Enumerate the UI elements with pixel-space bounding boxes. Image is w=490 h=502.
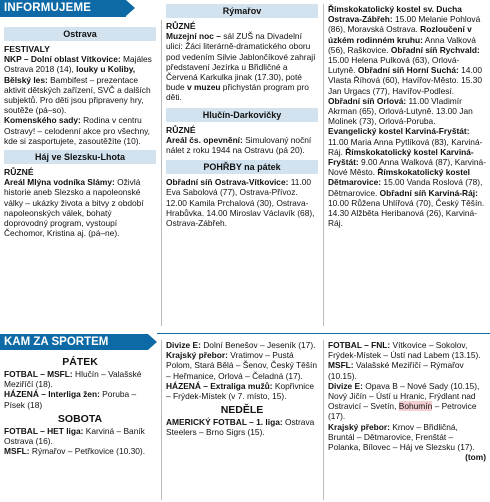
highlighted-bohumin: Bohumín (398, 401, 433, 412)
ostrava-heading: Ostrava (4, 27, 156, 41)
ruzne-label: RŮZNÉ (166, 21, 196, 31)
day-nedele: NEDĚLE (220, 404, 264, 417)
ruzne-label-2: RŮZNÉ (166, 124, 196, 135)
event-muzejni-noc: Muzejní noc – sál ZUŠ na Divadelní ulici: Žáci literárně-dramatického oboru pod vedením Silvie Jablončíkové zahrají představení Jezírka u Břidličné a Červená Karkulka jinak (17.30), poté bude v muzeu přichystán program pro děti. (166, 31, 316, 103)
sport-entry: Krajský přebor: Vratimov – Pustá Polom, Stará Bělá – Šenov, Český Těšín – Heřmanice, Orlová – Čeladná (17). (166, 350, 317, 381)
sport-entry: FOTBAL – MSFL: Hlučín – Valašské Meziříčí (18). (4, 369, 142, 390)
event-opevneni: Areál čs. opevnění: Simulovaný noční nálet z roku 1944 na Ostravu (pá 20). (166, 134, 312, 156)
event-mlyn: Areál Mlýna vodníka Slámy: Oživlá historie aneb Slezsko a napoleonské války – ukázky života a bitvy z období napoleonských válek, bohatý doprovodný program, vystoupí Čechomor, Kristina aj. (pá–ne). (4, 177, 144, 239)
sport-rule (157, 333, 490, 334)
kam-za-sportem-banner: KAM ZA SPORTEM (0, 334, 148, 350)
pohrby-heading: POHŘBY na pátek (166, 160, 318, 174)
sport-col-1 (4, 356, 156, 456)
hlucin-heading: Hlučín-Darkovičky (166, 108, 318, 122)
column-divider (161, 340, 162, 500)
sport-entry: AMERICKÝ FOTBAL – 1. liga: Ostrava Steelers – Brno Sigrs (15). (166, 417, 315, 438)
column-divider (161, 20, 162, 326)
column-divider (323, 4, 324, 326)
event-nkp: NKP – Dolní oblast Vítkovice: Majáles Ostrava 2018 (14), louky u Koliby, Bělský les: Bambifest – prezentace aktivit dětských zařízení, SVČ a dalších subjektů. Pro děti jsou připraveny hry, soutěže (pá–so). (4, 54, 152, 116)
funeral-vitkovice: Obřadní síň Ostrava-Vítkovice: 11.00 Eva Sabolová (77), Ostrava-Přívoz. 12.00 Kamila Prchalová (30), Ostrava-Hrabůvka. 14.00 Miroslav Václavík (68), Ostrava-Zábřeh. (166, 177, 315, 229)
sport-entry: MSFL: Rýmařov – Petřkovice (10.30). (4, 446, 146, 457)
informujeme-col-1 (4, 25, 156, 238)
author-tag: (tom) (465, 452, 486, 463)
sport-entry: FOTBAL – HET liga: Karviná – Baník Ostrava (16). (4, 425, 145, 447)
sport-entry: HÁZENÁ – Extraliga mužů: Kopřivnice – Frýdek-Místek (v 7. místo, 15). (166, 380, 315, 402)
sport-col-3 (328, 340, 486, 462)
sport-entry: Krajský přebor: Krnov – Břidličná, Bruntál – Dětmarovice, Frenštát – Polanka, Bílovec – Háj ve Slezsku (17). (tom) (328, 421, 486, 463)
sport-entry: Divize E: Opava B – Nové Sady (10.15), Nový Jičín – Ústí u Hranic, Frýdlant nad Ostravicí – Svetín, Bohumín – Petrovice (17). (328, 380, 480, 422)
sport-entry: FOTBAL – FNL: Vítkovice – Sokolov, Frýdek-Místek – Ústí nad Labem (13.15). (328, 340, 481, 361)
informujeme-col-2 (166, 4, 318, 228)
informujeme-banner: INFORMUJEME (0, 0, 126, 17)
ruzne-label: RŮZNÉ (4, 167, 34, 178)
event-komenskeho: Komenského sady: Rodina v centru Ostravy! – celodenní akce pro všechny, kde si zasportujete, zasoutěžíte (10). (4, 115, 151, 146)
sport-col-2 (166, 340, 318, 438)
sport-entry: MSFL: Valašské Meziříčí – Rýmařov (10.15). (328, 360, 464, 381)
informujeme-col-3 (328, 4, 486, 228)
rymarov-heading: Rýmařov (166, 4, 318, 18)
funeral-entry: Římskokatolický kostel sv. Ducha Ostrava-Zábřeh: 15.00 Melanie Pohlová (86), Moravská Ostrava. Rozloučení v úzkém rodinném kruhu: Anna Valková (56), Raškovice. Obřadní síň Rychvald: 15.00 Helena Pulková (63), Orlová-Lutyně. Obřadní síň Horní Suchá: 14.00 Vlasta Říhová (60), Havířov-Město. 15.30 Jan Urgacs (77), Havířov-Podlesí. Obřadní síň Orlová: 11.00 Vladimír Akrman (65), Orlová-Lutyně. 13.00 Jan Molinek (73), Orlová-Poruba. Evangelický kostel Karviná-Fryštát: 11.00 Maria Anna Pytlíková (83), Karviná-Ráj. Římskokatolický kostel Karviná-Fryštát: 9.00 Anna Walková (87), Karviná-Nové Město. Římskokatolický kostel Dětmarovice: 15.00 Vanda Roslová (78), Dětmarovice. Obřadní síň Karviná-Ráj: 10.00 Růžena Uhlířová (70), Český Těšín. 14.30 Alžběta Heribanová (26), Karviná-Ráj. (328, 4, 486, 229)
haj-heading: Háj ve Slezsku-Lhota (4, 150, 156, 164)
sport-entry: HÁZENÁ – Interliga žen: Poruba – Písek (18) (4, 389, 137, 410)
day-sobota: SOBOTA (57, 412, 103, 425)
day-patek: PÁTEK (62, 356, 98, 368)
column-divider (323, 340, 324, 500)
sport-entry: Divize E: Dolní Benešov – Jeseník (17). (166, 340, 316, 350)
festivaly-label: FESTIVALY (4, 44, 50, 54)
